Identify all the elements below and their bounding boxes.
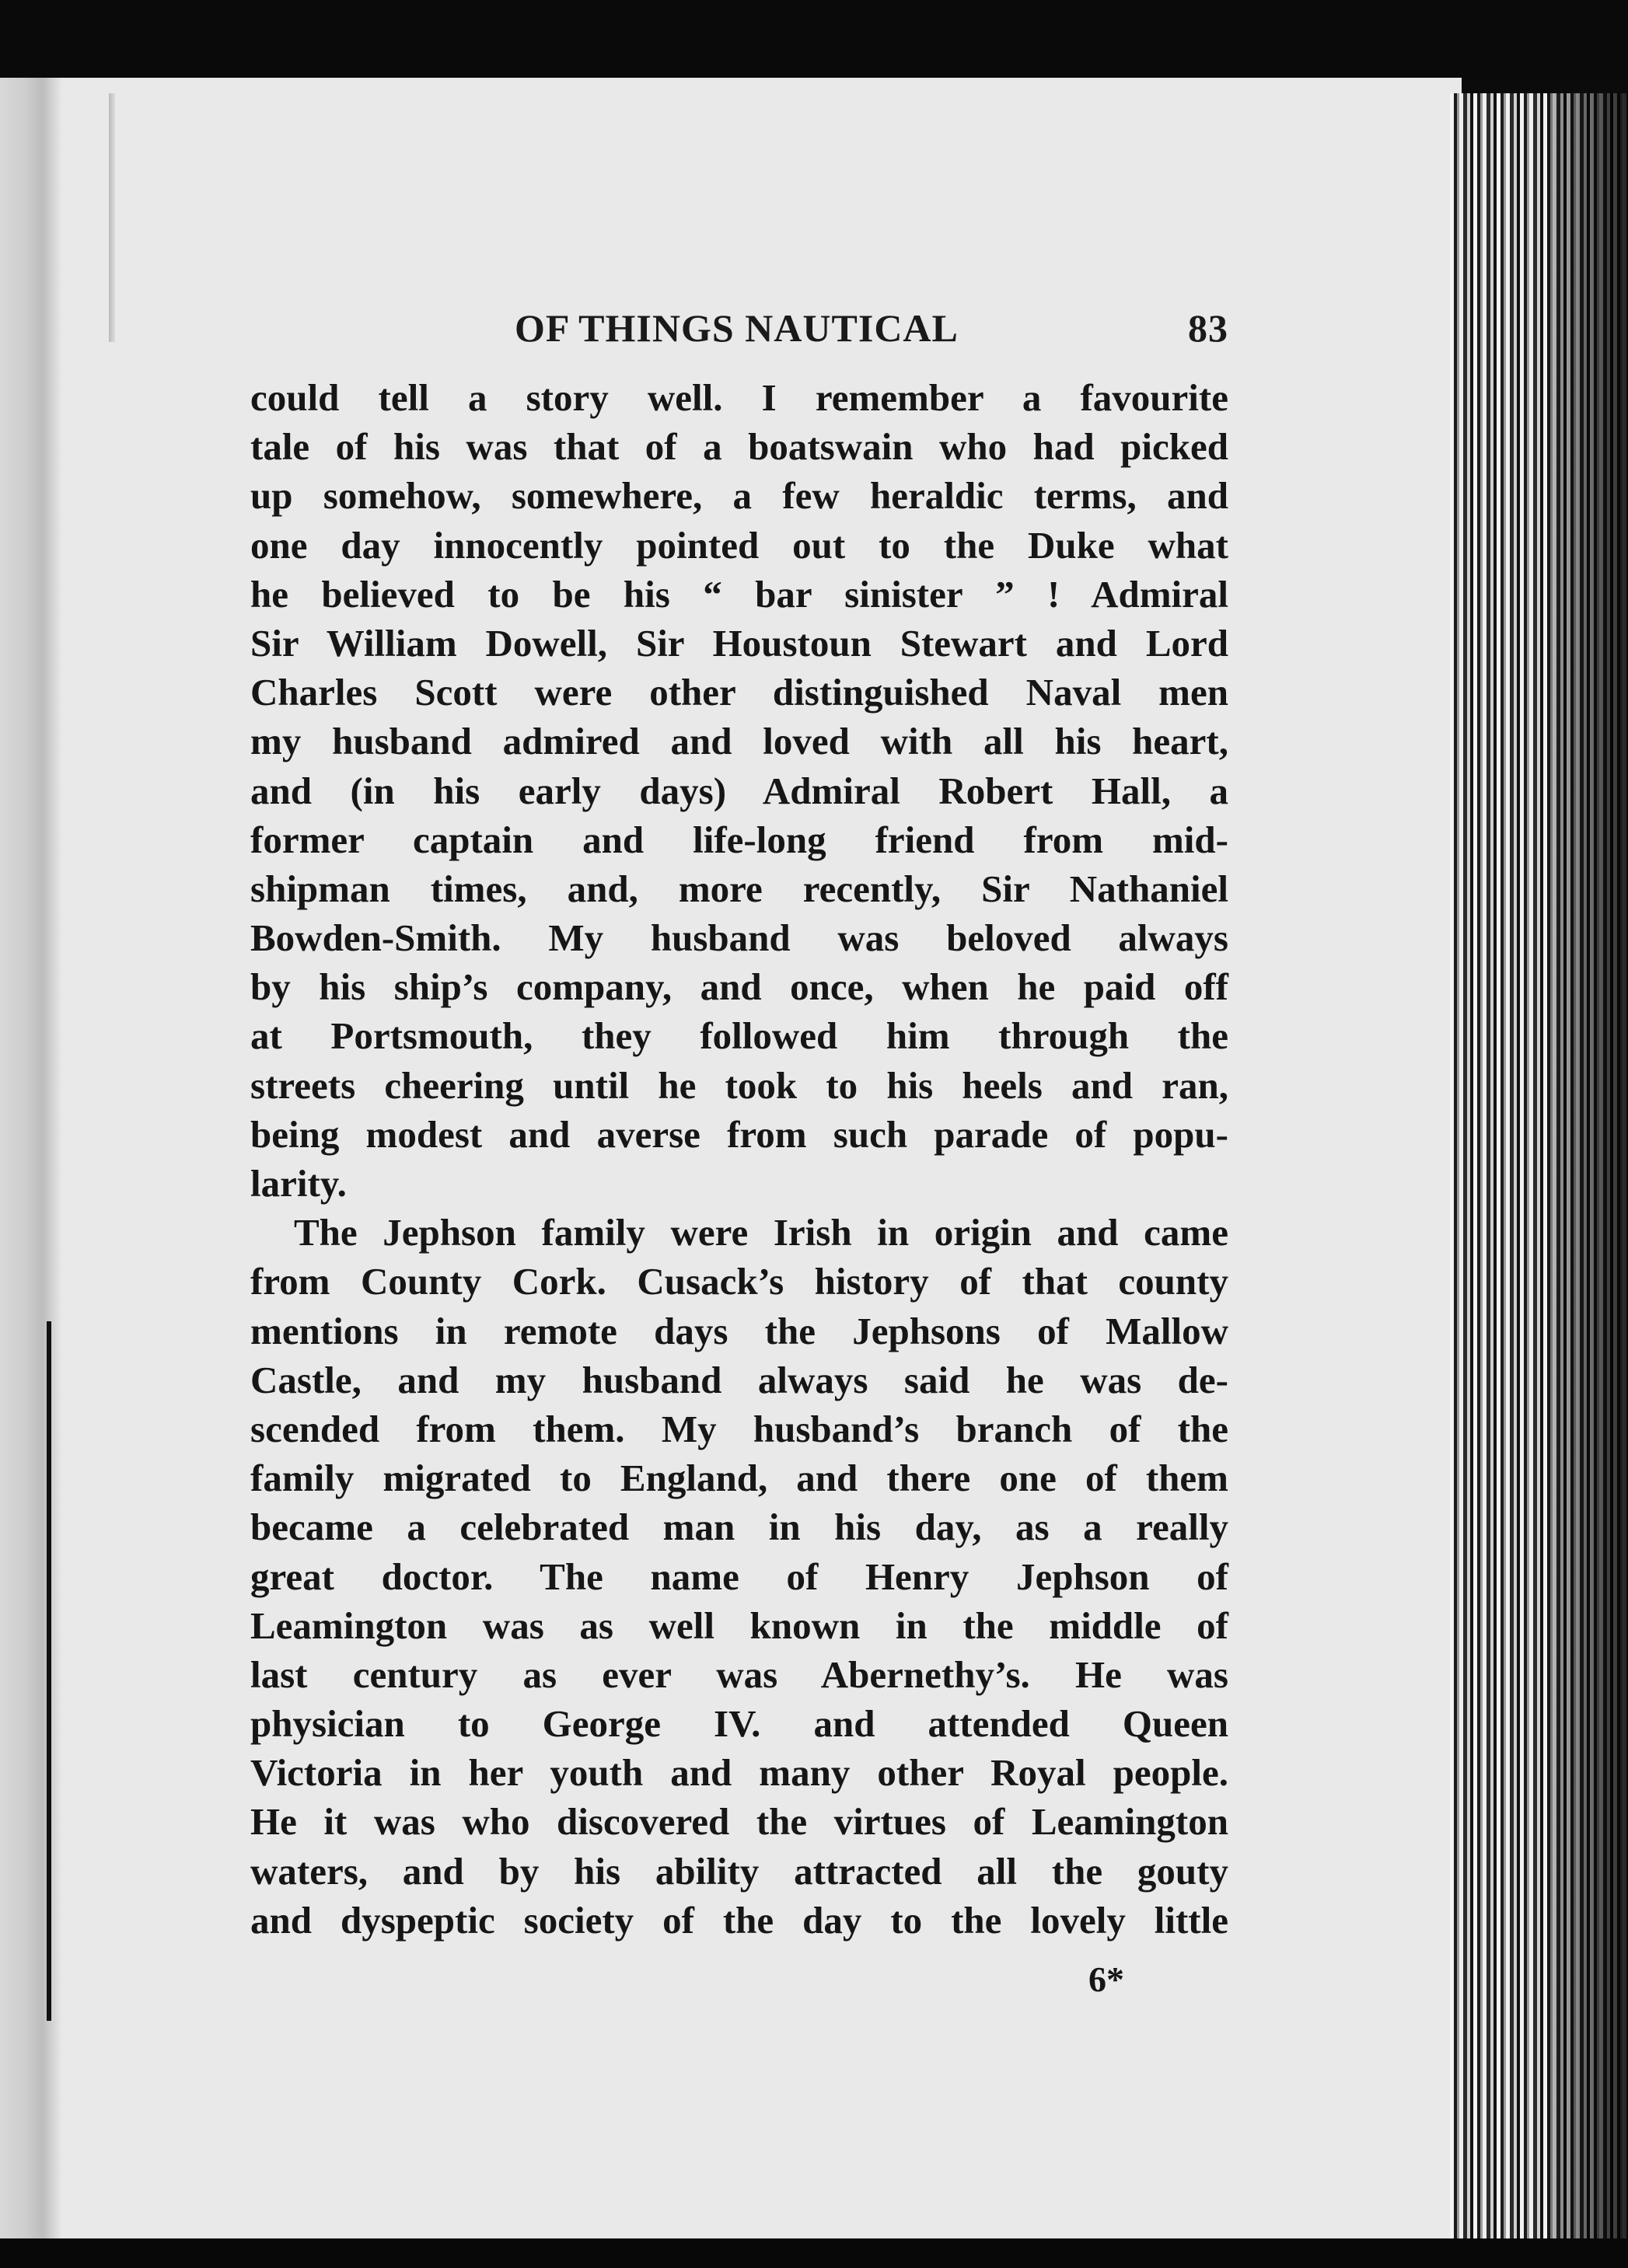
text-line: physician to George IV. and attended Queen [250,1702,1228,1746]
text-line: Castle, and my husband always said he was de- [250,1358,1228,1401]
page-left-gutter [0,78,62,2238]
text-line: he believed to be his “ bar sinister ” ! Admiral [250,572,1228,616]
text-line: He it was who discovered the virtues of Leamington [250,1800,1228,1844]
text-line: last century as ever was Abernethy’s. He was [250,1652,1228,1696]
text-line: and dyspeptic society of the day to the lovely little [250,1898,1228,1942]
text-line: Sir William Dowell, Sir Houstoun Stewart and Lord [250,621,1228,665]
text-line: from County Cork. Cusack’s history of that county [250,1260,1228,1303]
text-line: Victoria in her youth and many other Royal people. [250,1751,1228,1795]
text-line: tale of his was that of a boatswain who had picked [250,425,1228,469]
text-line: could tell a story well. I remember a favourite [250,376,1228,419]
text-line: one day innocently pointed out to the Duke what [250,523,1228,567]
text-line: mentions in remote days the Jephsons of Mallow [250,1309,1228,1352]
page-number: 83 [1188,306,1228,350]
text-line: larity. [250,1162,347,1205]
body-text [250,373,1228,1945]
scan-top-border [0,0,1628,78]
text-line: my husband admired and loved with all his heart, [250,720,1228,763]
running-header [250,298,1228,368]
text-line: Bowden-Smith. My husband was beloved always [250,916,1228,960]
signature-mark: 6* [1088,1959,1124,1999]
page-left-spine-highlight [109,93,115,342]
text-line: Charles Scott were other distinguished Naval men [250,671,1228,714]
text-line: The Jephson family were Irish in origin and came [294,1211,1228,1254]
text-line: shipman times, and, more recently, Sir Nathaniel [250,867,1228,910]
page-left-spine-shadow [47,1321,51,2021]
running-title: OF THINGS NAUTICAL [515,306,959,350]
scan-bottom-border [0,2238,1628,2268]
text-line: by his ship’s company, and once, when he paid off [250,965,1228,1009]
text-line: scended from them. My husband’s branch of the [250,1407,1228,1450]
text-line: former captain and life-long friend from mid- [250,818,1228,861]
text-line: up somehow, somewhere, a few heraldic terms, and [250,474,1228,518]
text-line: great doctor. The name of Henry Jephson of [250,1554,1228,1598]
text-line: Leamington was as well known in the middle of [250,1603,1228,1647]
text-line: at Portsmouth, they followed him through the [250,1014,1228,1058]
text-line: became a celebrated man in his day, as a really [250,1506,1228,1549]
text-line: streets cheering until he took to his heels and ran, [250,1063,1228,1107]
text-line: waters, and by his ability attracted all the gouty [250,1849,1228,1893]
page-stack-shadow [1547,93,1628,2268]
text-line: family migrated to England, and there one of them [250,1457,1228,1500]
text-line: and (in his early days) Admiral Robert Hall, a [250,769,1228,812]
text-line: being modest and averse from such parade of popu- [250,1112,1228,1156]
